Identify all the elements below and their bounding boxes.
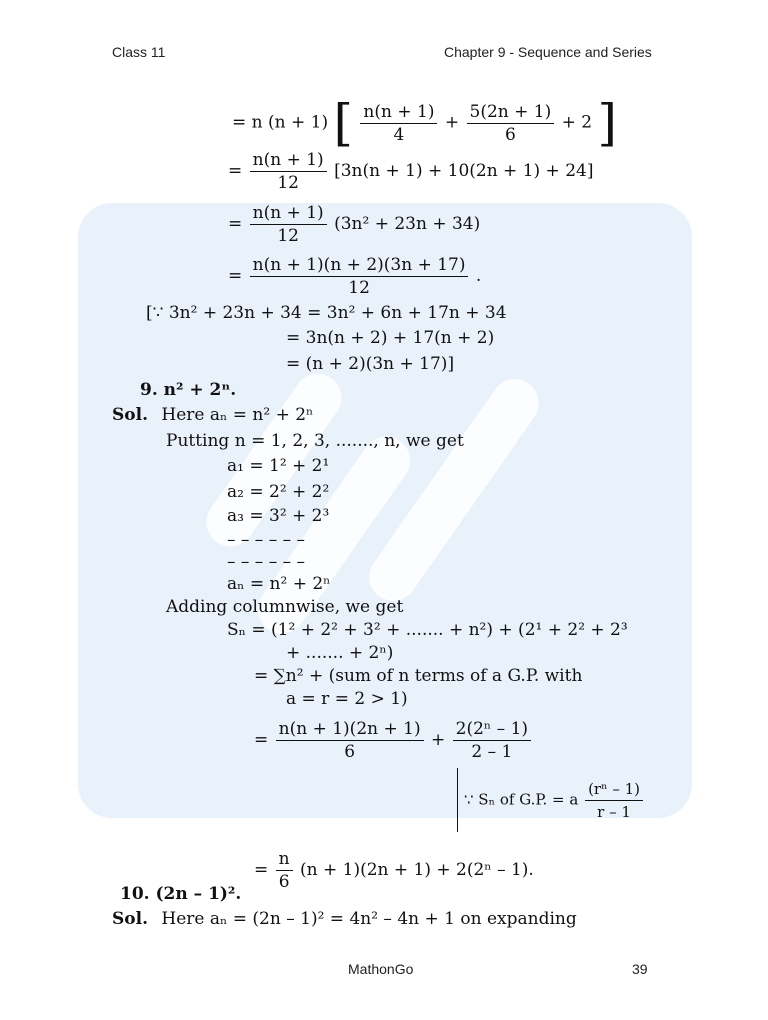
a3-line: a₃ = 3² + 2³ [227, 506, 330, 526]
question-9: 9. n² + 2ⁿ. [140, 380, 237, 400]
sn-line-4: a = r = 2 > 1) [286, 689, 408, 709]
numerator: n [276, 848, 293, 871]
header-class: Class 11 [112, 44, 166, 60]
denominator: 2 – 1 [471, 742, 513, 762]
solution-10 [112, 909, 577, 929]
denominator: 12 [277, 173, 299, 193]
numerator: (rⁿ – 1) [585, 778, 643, 801]
fraction [360, 101, 437, 146]
numerator: n(n + 1) [360, 101, 437, 124]
sol-text: Here aₙ = n² + 2ⁿ [161, 405, 314, 425]
eq-text: . [475, 266, 482, 286]
header-chapter: Chapter 9 - Sequence and Series [444, 44, 652, 60]
sol-text: Here aₙ = (2n – 1)² = 4n² – 4n + 1 on expanding [161, 909, 577, 929]
numerator: n(n + 1)(n + 2)(3n + 17) [250, 254, 469, 277]
putting-line: Putting n = 1, 2, 3, ......., n, we get [166, 431, 464, 451]
eq-text: + [431, 730, 446, 750]
sol-label: Sol. [112, 909, 148, 929]
adding-line: Adding columnwise, we get [166, 597, 404, 617]
close-bracket: ] [597, 94, 618, 152]
gp-note [464, 778, 645, 823]
fraction [276, 718, 424, 763]
eq-text: (3n² + 23n + 34) [334, 214, 481, 234]
sn-line-3: = ∑n² + (sum of n terms of a G.P. with [254, 666, 583, 686]
note-divider [457, 768, 458, 832]
sn-line-1: Sₙ = (1² + 2² + 3² + ....... + n²) + (2¹ + 2² + 2³ [227, 620, 628, 640]
eq-line-2 [228, 149, 593, 194]
fraction [453, 718, 531, 763]
denominator: 6 [344, 742, 356, 762]
page-number: 39 [632, 961, 648, 977]
eq-text: = n (n + 1) [232, 112, 329, 133]
question-10: 10. (2n – 1)². [120, 884, 242, 904]
numerator: 5(2n + 1) [467, 101, 555, 124]
sol-label: Sol. [112, 405, 148, 425]
sn-line-2: + ....... + 2ⁿ) [286, 643, 394, 663]
footer-brand: MathonGo [348, 961, 414, 977]
eq-line-5: [∵ 3n² + 23n + 34 = 3n² + 6n + 17n + 34 [146, 303, 507, 323]
numerator: 2(2ⁿ – 1) [453, 718, 531, 741]
fraction [276, 848, 293, 893]
numerator: n(n + 1) [250, 202, 327, 225]
eq-text: [3n(n + 1) + 10(2n + 1) + 24] [334, 161, 594, 181]
solution-9 [112, 405, 313, 425]
eq-line-4 [228, 254, 481, 299]
fraction [250, 202, 327, 247]
eq-line-6: = 3n(n + 2) + 17(n + 2) [286, 328, 495, 348]
denominator: 6 [278, 872, 290, 892]
eq-sign: = [254, 730, 269, 750]
eq-line-7: = (n + 2)(3n + 17)] [286, 354, 455, 374]
numerator: n(n + 1) [250, 149, 327, 172]
denominator: 6 [504, 124, 516, 145]
fraction [250, 254, 469, 299]
denominator: 12 [277, 226, 299, 246]
numerator: n(n + 1)(2n + 1) [276, 718, 424, 741]
eq-sign: = [228, 266, 243, 286]
denominator: 4 [393, 124, 405, 145]
eq-line-3 [228, 202, 480, 247]
final-line [254, 848, 534, 893]
eq-text: + [444, 112, 460, 133]
fraction [250, 149, 327, 194]
eq-sign: = [228, 214, 243, 234]
eq-sign: = [228, 161, 243, 181]
dash-line: – – – – – – [227, 552, 306, 572]
denominator: r – 1 [597, 803, 631, 821]
eq-line-1 [232, 94, 618, 152]
dash-line: – – – – – – [227, 530, 306, 550]
a2-line: a₂ = 2² + 2² [227, 482, 330, 502]
open-bracket: [ [333, 94, 354, 152]
denominator: 12 [348, 278, 370, 298]
eq-sign: = [254, 860, 269, 880]
sn-line-5 [254, 718, 533, 763]
fraction [467, 101, 555, 146]
eq-text: + 2 [561, 112, 593, 133]
note-text: ∵ Sₙ of G.P. = a [464, 790, 579, 809]
eq-text: (n + 1)(2n + 1) + 2(2ⁿ – 1). [300, 860, 534, 880]
an-line: aₙ = n² + 2ⁿ [227, 574, 331, 594]
fraction [585, 778, 643, 823]
a1-line: a₁ = 1² + 2¹ [227, 456, 330, 476]
